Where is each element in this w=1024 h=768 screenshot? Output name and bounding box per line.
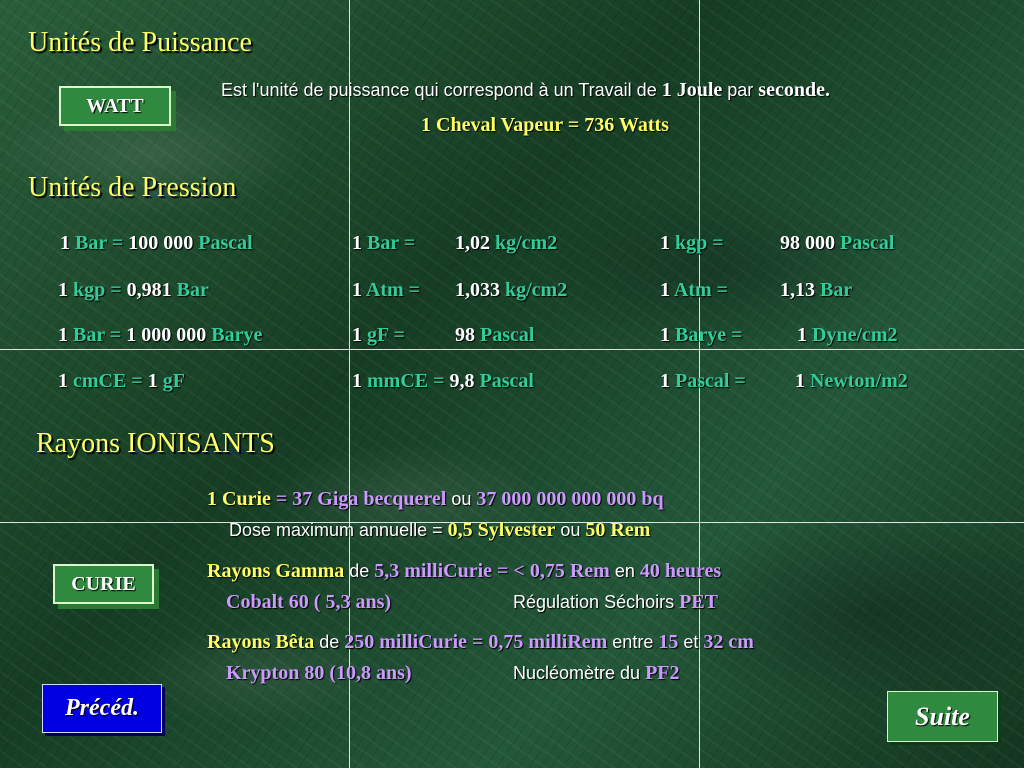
cheval-vapeur: 1 Cheval Vapeur = 736 Watts (421, 114, 669, 136)
text-fragment: Cobalt 60 ( 5,3 ans) (226, 591, 392, 613)
text-fragment: 32 cm (703, 631, 754, 653)
curie-button-label: CURIE (71, 572, 136, 595)
next-button[interactable] (887, 691, 998, 742)
previous-button-label: Précéd. (65, 695, 139, 721)
text-fragment: 0,5 Sylvester (447, 519, 556, 541)
pressure-row-c2-r3 (352, 324, 405, 347)
watt-button[interactable] (59, 86, 171, 126)
text-fragment: gF (157, 370, 185, 392)
text-fragment: 1 000 000 (126, 324, 207, 346)
text-fragment: Dose maximum annuelle = (229, 520, 448, 540)
text-fragment: 1 (352, 232, 362, 254)
text-fragment: 1 (795, 370, 805, 392)
text-fragment: 50 Rem (585, 519, 651, 541)
text-fragment: Pascal (474, 370, 534, 392)
text-fragment: kg/cm2 (500, 279, 568, 301)
section-title-rayons: Rayons IONISANTS (36, 428, 275, 459)
text-fragment: Bar (171, 279, 209, 301)
section-title-pression: Unités de Pression (28, 172, 237, 203)
curie-definition (207, 488, 664, 511)
text-fragment: mmCE = (362, 370, 450, 392)
text-fragment: Pascal (475, 324, 535, 346)
text-fragment: kgp = (670, 232, 724, 254)
text-fragment: 1 (58, 324, 68, 346)
pressure-val-c3-r2 (780, 279, 852, 302)
text-fragment: 1 (60, 232, 70, 254)
text-fragment: 1 (58, 370, 68, 392)
text-fragment: 1 (660, 324, 670, 346)
text-fragment: 1 Curie (207, 488, 271, 510)
pressure-row-c1-r4 (58, 370, 185, 393)
pressure-row-c2-r2 (352, 279, 420, 302)
text-fragment: 1,033 (455, 279, 500, 301)
text-fragment: 1,13 (780, 279, 815, 301)
curie-button[interactable] (53, 564, 154, 604)
text-fragment: ou (446, 489, 477, 509)
text-fragment: 40 heures (639, 560, 722, 582)
text-fragment: Rayons Gamma (207, 560, 345, 582)
watt-joule: 1 Joule (661, 79, 723, 101)
previous-button[interactable] (42, 684, 162, 733)
text-fragment: kgp = (68, 279, 127, 301)
dose-annuelle (229, 519, 650, 542)
text-fragment: Nucléomètre du (513, 663, 646, 683)
nucleometre (513, 662, 680, 685)
text-fragment: 1 (147, 370, 158, 392)
text-fragment: 9,8 (449, 370, 475, 392)
text-fragment: Pascal (835, 232, 895, 254)
text-fragment: 1 (352, 279, 362, 301)
text-fragment: 15 (658, 631, 679, 653)
pressure-val-c2-r3 (455, 324, 534, 347)
pressure-row-c1-r2 (58, 279, 209, 302)
text-fragment: PET (679, 591, 719, 613)
text-fragment: Atm = (670, 279, 729, 301)
watt-definition (221, 79, 830, 102)
text-fragment: gF = (362, 324, 405, 346)
text-fragment: Rayons Bêta (207, 631, 315, 653)
text-fragment: cmCE = (68, 370, 148, 392)
text-fragment: Bar (815, 279, 853, 301)
pressure-row-c2-r4 (352, 370, 534, 393)
text-fragment: ou (555, 520, 586, 540)
text-fragment: Pascal = (670, 370, 746, 392)
watt-par: par (722, 80, 759, 100)
text-fragment: Bar = (68, 324, 127, 346)
pressure-val-c3-r3 (797, 324, 898, 347)
cobalt-60 (226, 591, 391, 614)
text-fragment: 250 milliCurie = 0,75 milliRem (344, 631, 608, 653)
pressure-val-c3-r4 (795, 370, 908, 393)
watt-seconde: seconde. (758, 79, 830, 101)
text-fragment: 1 (352, 370, 362, 392)
grid-line-horizontal-1 (0, 349, 1024, 350)
text-fragment: Régulation Séchoirs (513, 592, 680, 612)
text-fragment: Atm = (362, 279, 421, 301)
text-fragment: Dyne/cm2 (807, 324, 898, 346)
text-fragment: 1 (660, 232, 670, 254)
text-fragment: 98 000 (780, 232, 835, 254)
pressure-val-c3-r1 (780, 232, 894, 255)
text-fragment: 1 (352, 324, 362, 346)
pressure-row-c3-r2 (660, 279, 728, 302)
rayons-gamma (207, 560, 721, 583)
pressure-row-c3-r4 (660, 370, 746, 393)
text-fragment: en (609, 561, 640, 581)
text-fragment: Newton/m2 (805, 370, 908, 392)
pressure-row-c3-r1 (660, 232, 724, 255)
text-fragment: kg/cm2 (490, 232, 558, 254)
text-fragment: Bar = (362, 232, 416, 254)
text-fragment: 5,3 milliCurie = < 0,75 Rem (374, 560, 610, 582)
text-fragment: 100 000 (128, 232, 194, 254)
text-fragment: 98 (455, 324, 475, 346)
text-fragment: 1 (58, 279, 68, 301)
rayons-beta (207, 631, 754, 654)
text-fragment: de (344, 561, 375, 581)
pressure-val-c2-r2 (455, 279, 567, 302)
text-fragment: de (314, 632, 345, 652)
text-fragment: = 37 Giga becquerel (270, 488, 447, 510)
watt-definition-text: Est l'unité de puissance qui correspond à un Travail de (221, 80, 662, 100)
pressure-row-c1-r1 (60, 232, 253, 255)
text-fragment: Pascal (193, 232, 253, 254)
text-fragment: Barye = (670, 324, 743, 346)
section-title-puissance: Unités de Puissance (28, 27, 252, 58)
text-fragment: Bar = (70, 232, 129, 254)
text-fragment: 1 (797, 324, 807, 346)
krypton-80 (226, 662, 412, 685)
text-fragment: 37 000 000 000 000 bq (476, 488, 664, 510)
regulation-sechoirs (513, 591, 718, 614)
text-fragment: PF2 (645, 662, 680, 684)
pressure-val-c2-r1 (455, 232, 557, 255)
text-fragment: 1 (660, 370, 670, 392)
next-button-label: Suite (915, 701, 970, 731)
pressure-row-c2-r1 (352, 232, 415, 255)
text-fragment: 0,981 (126, 279, 172, 301)
text-fragment: 1,02 (455, 232, 490, 254)
text-fragment: 1 (660, 279, 670, 301)
pressure-row-c3-r3 (660, 324, 743, 347)
text-fragment: Barye (206, 324, 263, 346)
pressure-row-c1-r3 (58, 324, 262, 347)
text-fragment: et (678, 632, 704, 652)
text-fragment: entre (607, 632, 659, 652)
watt-button-label: WATT (86, 94, 144, 117)
text-fragment: Krypton 80 (10,8 ans) (226, 662, 412, 684)
